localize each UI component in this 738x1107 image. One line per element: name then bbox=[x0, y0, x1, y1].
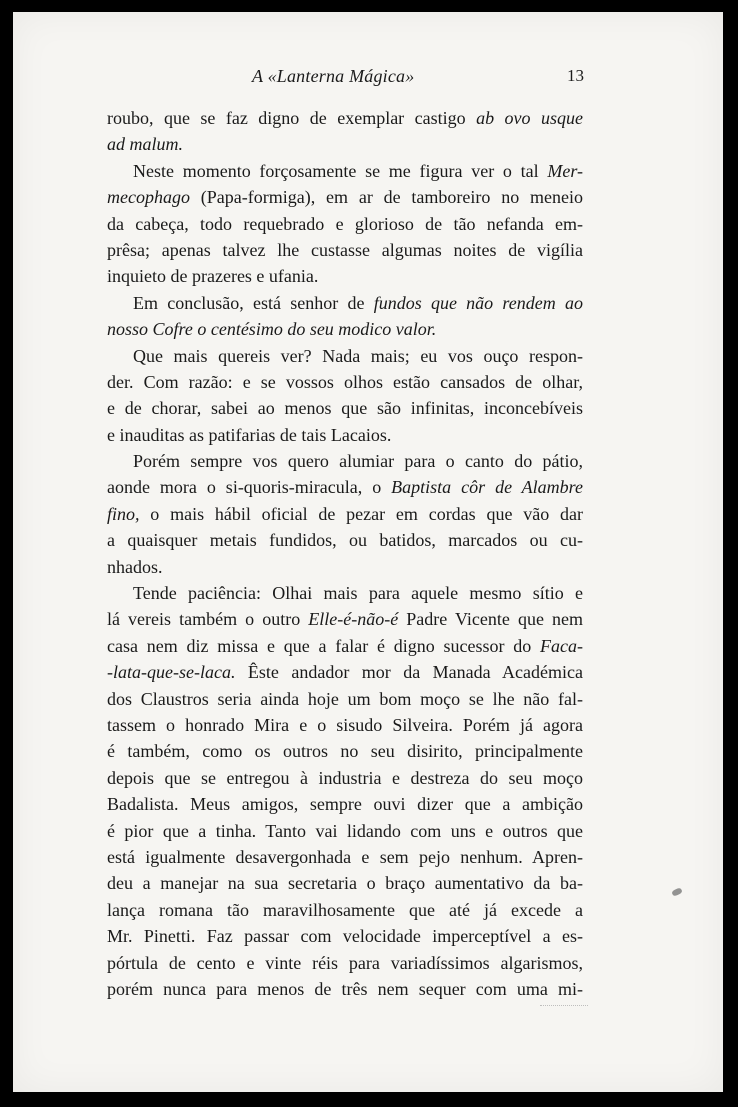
italic-segment: Mer- bbox=[547, 160, 583, 181]
text-line bbox=[107, 633, 583, 659]
text-line bbox=[107, 316, 583, 342]
text-segment: aonde mora o si-quoris-miracula, o bbox=[107, 477, 392, 498]
text-segment: depois que se entregou à industria e destreza do seu moço bbox=[107, 767, 583, 788]
text-line bbox=[107, 659, 583, 685]
running-title: A «Lanterna Mágica» bbox=[252, 66, 415, 86]
text-segment: der. Com razão: e se vossos olhos estão cansados de olhar, bbox=[107, 371, 583, 392]
text-segment: é pior que a tinha. Tanto vai lidando com uns e outros que bbox=[107, 820, 583, 841]
text-line bbox=[107, 211, 583, 237]
text-line bbox=[107, 448, 583, 474]
text-line bbox=[107, 184, 583, 210]
text-segment: o mais hábil oficial de pezar em cordas que vão dar bbox=[139, 503, 583, 524]
text-line bbox=[107, 765, 583, 791]
text-line bbox=[107, 897, 583, 923]
text-line bbox=[107, 870, 583, 896]
text-line bbox=[107, 950, 583, 976]
text-segment: Badalista. Meus amigos, sempre ouvi dizer que a ambição bbox=[107, 794, 583, 815]
text-line bbox=[107, 580, 583, 606]
text-line bbox=[107, 105, 583, 131]
text-segment: a quaisquer metais fundidos, ou batidos, marcados ou cu- bbox=[107, 530, 583, 551]
text-segment: Em conclusão, está senhor de bbox=[133, 292, 374, 313]
text-line bbox=[107, 976, 583, 1002]
text-segment: dos Claustros seria ainda hoje um bom moço se lhe não fal- bbox=[107, 688, 583, 709]
text-line bbox=[107, 474, 583, 500]
text-line bbox=[107, 844, 583, 870]
italic-segment: -lata-que-se-laca. bbox=[107, 662, 236, 683]
text-segment: é também, como os outros no seu disirito, principalmente bbox=[107, 741, 583, 762]
text-segment: prêsa; apenas talvez lhe custasse algumas noites de vigília bbox=[107, 239, 583, 260]
italic-segment: Faca- bbox=[540, 635, 583, 656]
text-line bbox=[107, 131, 583, 157]
text-line bbox=[107, 263, 583, 289]
text-segment: Que mais quereis ver? Nada mais; eu vos ouço respon- bbox=[133, 345, 583, 366]
text-line bbox=[107, 290, 583, 316]
text-segment: pórtula de cento e vinte réis para variadíssimos algarismos, bbox=[107, 952, 583, 973]
text-line bbox=[107, 343, 583, 369]
running-header bbox=[108, 66, 582, 90]
text-segment: Êste andador mor da Manada Académica bbox=[235, 662, 583, 683]
text-line bbox=[107, 712, 583, 738]
text-segment: Mr. Pinetti. Faz passar com velocidade imperceptível a es- bbox=[107, 926, 583, 947]
text-segment: roubo, que se faz digno de exemplar castigo bbox=[107, 108, 477, 128]
text-line bbox=[107, 369, 583, 395]
text-line bbox=[107, 554, 583, 580]
text-segment: casa nem diz missa e que a falar é digno sucessor do bbox=[107, 635, 541, 656]
italic-segment: fundos que não rendem ao bbox=[373, 292, 583, 313]
text-segment: tassem o honrado Mira e o sisudo Silveira. Porém já agora bbox=[107, 714, 583, 735]
text-segment: lança romana tão maravilhosamente que até já excede a bbox=[107, 899, 583, 920]
page-number: 13 bbox=[567, 66, 584, 85]
text-line bbox=[107, 606, 583, 632]
text-segment: e inauditas as patifarias de tais Lacaios. bbox=[107, 424, 392, 445]
italic-segment: nosso Cofre o centésimo do seu modico valor. bbox=[107, 319, 437, 340]
text-segment: está igualmente desavergonhada e sem pejo nenhum. Apren- bbox=[107, 846, 583, 867]
text-segment: inquieto de prazeres e ufania. bbox=[107, 266, 319, 287]
text-line bbox=[107, 527, 583, 553]
text-segment: nhados. bbox=[107, 556, 163, 577]
text-segment: porém nunca para menos de três nem sequer com uma mi- bbox=[107, 978, 583, 999]
scan-dots bbox=[540, 1005, 588, 1006]
text-line bbox=[107, 237, 583, 263]
text-segment: da cabeça, todo requebrado e glorioso de tão nefanda em- bbox=[107, 213, 583, 234]
text-line bbox=[107, 422, 583, 448]
text-line bbox=[107, 738, 583, 764]
text-line bbox=[107, 791, 583, 817]
body-text bbox=[107, 105, 583, 1002]
text-line bbox=[107, 923, 583, 949]
text-line bbox=[107, 818, 583, 844]
italic-segment: mecophago bbox=[107, 187, 190, 208]
text-segment: lá vereis também o outro bbox=[107, 609, 309, 630]
text-line bbox=[107, 686, 583, 712]
italic-segment: fino, bbox=[107, 503, 140, 524]
text-segment: e de chorar, sabei ao menos que são infinitas, inconcebíveis bbox=[107, 398, 583, 419]
text-line bbox=[107, 501, 583, 527]
text-segment: Padre Vicente que nem bbox=[398, 609, 583, 630]
text-line bbox=[107, 158, 583, 184]
text-segment: Tende paciência: Olhai mais para aquele mesmo sítio e bbox=[133, 583, 583, 604]
text-segment: (Papa-formiga), em ar de tamboreiro no meneio bbox=[189, 187, 583, 208]
text-segment: Neste momento forçosamente se me figura ver o tal bbox=[133, 160, 548, 181]
italic-segment: ad malum. bbox=[107, 134, 183, 155]
italic-segment: Baptista côr de Alambre bbox=[391, 477, 584, 498]
text-segment: deu a manejar na sua secretaria o braço aumentativo da ba- bbox=[107, 873, 583, 894]
text-line bbox=[107, 395, 583, 421]
text-segment: Porém sempre vos quero alumiar para o canto do pátio, bbox=[133, 451, 583, 472]
italic-segment: Elle-é-não-é bbox=[308, 609, 399, 630]
italic-segment: ab ovo usque bbox=[476, 108, 584, 128]
